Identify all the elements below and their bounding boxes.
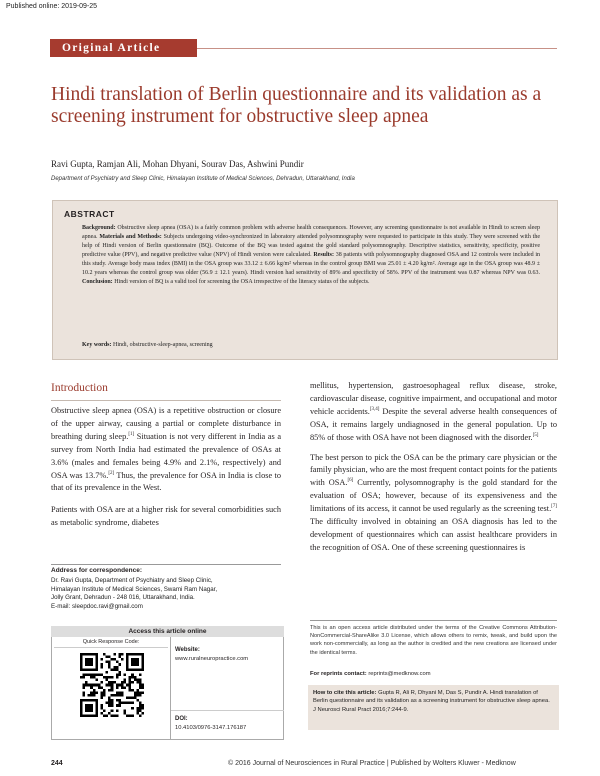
conclusion-text: Hindi version of BQ is a valid tool for screening the OSA irrespective of the literacy status of the subjects. (114, 279, 370, 285)
ref-link[interactable]: [5] (532, 432, 539, 438)
published-date: Published online: 2019-09-25 (6, 3, 98, 10)
ref-link[interactable]: [1] (128, 432, 135, 438)
reprints-email[interactable]: reprints@medknow.com (368, 671, 431, 677)
authors: Ravi Gupta, Ramjan Ali, Mohan Dhyani, Sourav Das, Ashwini Pundir (51, 159, 304, 169)
email-link[interactable]: E-mail: sleepdoc.ravi@gmail.com (51, 602, 143, 610)
section-tag: Original Article (50, 39, 197, 57)
correspondence-address: Dr. Ravi Gupta, Department of Psychiatry and Sleep Clinic, Himalayan Institute of Medical Sciences, Swami Ram Nagar, Jolly Grant, Dehradun - 248 016, Uttarakhand, India. E-mail: sleepdoc.ravi@gmail.com (51, 577, 281, 611)
qr-label: Quick Response Code: (54, 639, 168, 648)
intro-rule (51, 400, 281, 401)
methods-label: Materials and Methods: (99, 234, 162, 240)
access-heading: Access this article online (51, 626, 284, 637)
citation-box (308, 685, 559, 730)
license-text: This is an open access article distributed under the terms of the Creative Commons Attribution-NonCommercial-ShareAlike 3.0 License, which allows others to remix, tweak, and build upon the work non-commercially, as long as the author is credited and the new creations are licensed under the identical terms. (310, 620, 557, 657)
cite-text: Gupta R, Ali R, Dhyani M, Das S, Pundir A. Hindi translation of Berlin questionnaire and its validation as a screening instrument for obstructive sleep apnea. J Neurosci Rural Pract 2016;7:244-9. (313, 690, 550, 713)
footnote-rule (51, 564, 281, 565)
website-link[interactable]: www.ruralneuropractice.com (175, 656, 249, 662)
intro-column-right (310, 380, 557, 562)
results-text: 38 patients with polysomnography diagnosed OSA and 12 controls were included in this study. Average body mass index (BMI) in the OSA group was 33.12 ± 6.66 kg/m² whereas in the control group BMI was 25.01 ± 4.20 kg/m². Average age in the OSA group was 48.9 ± 10.2 years whereas the control group was older (56.9 ± 12.1 years). Hindi version had sensitivity of 89% and specificity of 58%. PPV of the instrument was 0.87 whereas NPV was 0.63. (82, 252, 541, 276)
intro-heading: Introduction (51, 382, 108, 394)
access-divider (171, 710, 284, 711)
abstract-body (82, 224, 540, 287)
doi-label: DOI: (175, 716, 188, 722)
qr-code-icon[interactable] (80, 653, 144, 717)
background-text: Obstructive sleep apnea (OSA) is a fairly common problem with adverse health consequences. However, any screening questionnaire is not available in Hindi to screen sleep apnea. (82, 225, 540, 240)
intro-column-left (51, 405, 281, 539)
abstract-heading: ABSTRACT (64, 209, 115, 219)
section-rule (197, 48, 557, 49)
keywords (82, 342, 540, 348)
cite-label: How to cite this article: (313, 690, 377, 696)
ref-link[interactable]: [3,4] (369, 407, 380, 413)
intro-paragraph-1: Obstructive sleep apnea (OSA) is a repetitive obstruction or closure of the upper airway, causing a partial or complete disturbance in breathing during sleep.[1] Situation is not very different in India as a survey from North India had estimated the prevalence of OSAs at 3.6% (males and females being 4.9% and 2.1%, respectively) and OSA was 13.7%.[2] Thus, the prevalence for OSA in India is close to that of its prevalence in the West. (51, 406, 282, 493)
results-label: Results: (313, 252, 334, 258)
ref-link[interactable]: [6] (347, 478, 354, 484)
intro-paragraph-2: Patients with OSA are at a higher risk for several comorbidities such as metabolic syndrome, diabetes (51, 505, 281, 528)
correspondence-heading: Address for correspondence: (51, 567, 143, 574)
page-footer: © 2016 Journal of Neurosciences in Rural Practice | Published by Wolters Kluwer - Medknow (228, 760, 516, 767)
keywords-label: Key words: (82, 342, 112, 348)
ref-link[interactable]: [7] (551, 504, 557, 510)
ref-link[interactable]: [2] (108, 470, 115, 476)
website-label: Website: (175, 647, 200, 653)
page-number: 244 (51, 760, 63, 767)
doi-link[interactable]: 10.4103/0976-3147.176187 (175, 725, 247, 731)
background-label: Background: (82, 225, 116, 231)
methods-text: Subjects undergoing video-synchronized in laboratory attended polysomnography were requested to participate in this study. They were screened with the help of Hindi version of Berlin questionnaire (BQ). Outcome of the BQ was tested against the gold standard polysomnography. Descriptive statistics, sensitivity, specificity, positive predictive value (PPV), and negative predictive value (NPV) of Hindi version were calculated. (82, 234, 541, 258)
reprints-line: For reprints contact: reprints@medknow.com (310, 671, 431, 677)
conclusion-label: Conclusion: (82, 279, 113, 285)
affiliation: Department of Psychiatry and Sleep Clinic, Himalayan Institute of Medical Sciences, Dehradun, Uttarakhand, India (51, 176, 355, 182)
intro-paragraph-3: mellitus, hypertension, gastroesophageal reflux disease, stroke, cardiovascular disease, cognitive impairment, and occupational and motor vehicle accidents.[3,4] Despite the several adverse health consequences of OSA, it remains largely undiagnosed in the general population. Up to 85% of those with OSA have not been diagnosed with the disorder.[5] (310, 381, 557, 442)
article-title: Hindi translation of Berlin questionnaire and its validation as a screening instrument for obstructive sleep apnea (51, 84, 542, 127)
keywords-text: Hindi, obstructive-sleep-apnea, screening (113, 342, 213, 348)
intro-paragraph-4: The best person to pick the OSA can be the primary care physician or the family physician, who are the most frequent contact points for the patients with OSA.[6] Currently, polysomnography is the gold standard for the evaluation of OSA; however, because of its expensiveness and the limitations of its access, it cannot be used regularly as the screening test.[7] The difficulty involved in obtaining an OSA diagnosis has led to the development of questionnaires which can assist healthcare providers in the recognition of OSA. One of these screening questionnaires is (310, 452, 558, 552)
